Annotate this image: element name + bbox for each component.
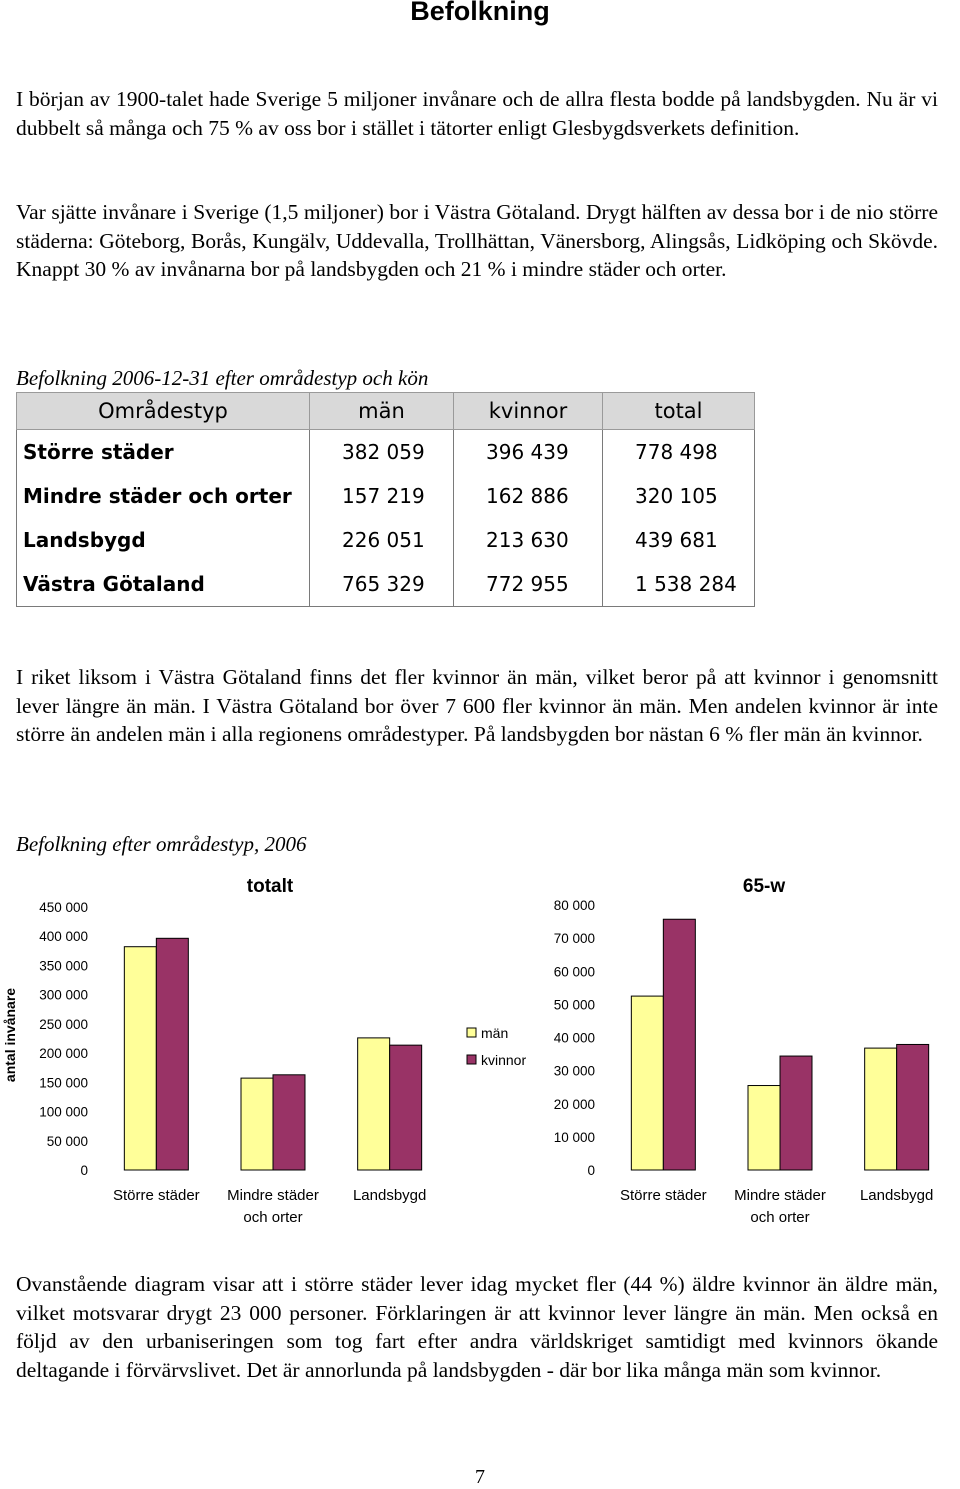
cell-total: 1 538 284 [603, 562, 755, 607]
y-tick-label: 80 000 [553, 898, 595, 913]
cell-kvinnor: 213 630 [454, 518, 603, 562]
bar-män-mindre-städer-och-orter [748, 1086, 780, 1170]
chart-title: 65-w [742, 876, 786, 897]
intro-paragraph: I början av 1900-talet hade Sverige 5 miljoner invånare och de allra flesta bodde på landsbygden. Nu är vi dubbelt så många och 75 % av oss bor i stället i tätorter enligt Glesbygdsverkets definition. [16, 87, 938, 140]
y-tick-label: 50 000 [553, 997, 595, 1013]
chart-title: totalt [246, 876, 294, 897]
y-tick-label: 450 000 [39, 900, 88, 915]
y-tick-label: 100 000 [39, 1104, 88, 1120]
y-tick-label: 350 000 [39, 958, 88, 974]
table-caption: Befolkning 2006-12-31 efter områdestyp och kön [16, 366, 429, 390]
cell-total: 320 105 [603, 474, 755, 518]
chart-totalt [2, 876, 426, 1226]
cell-total: 439 681 [603, 518, 755, 562]
population-table [16, 392, 755, 607]
row-label: Större städer [17, 430, 310, 475]
row-label: Landsbygd [17, 518, 310, 562]
legend-label-man: män [481, 1025, 509, 1041]
y-tick-label: 400 000 [39, 929, 88, 945]
cell-man: 765 329 [310, 562, 454, 607]
bar-män-mindre-städer-och-orter [241, 1078, 273, 1170]
chart-caption: Befolkning efter områdestyp, 2006 [16, 832, 307, 856]
table-row [17, 474, 755, 518]
y-tick-label: 0 [80, 1163, 88, 1178]
legend-swatch-man [467, 1028, 476, 1037]
x-tick-label: Mindre städer [227, 1187, 319, 1204]
y-tick-label: 200 000 [39, 1046, 88, 1062]
y-tick-label: 20 000 [553, 1096, 595, 1112]
header-total: total [603, 393, 755, 430]
x-tick-label: Större städer [619, 1187, 707, 1204]
row-label: Västra Götaland [17, 562, 310, 607]
bar-kvinnor-större-städer [156, 938, 188, 1170]
bar-kvinnor-landsbygd [897, 1044, 929, 1170]
y-tick-label: 70 000 [553, 931, 595, 947]
legend-swatch-kvinnor [467, 1055, 476, 1064]
bar-kvinnor-mindre-städer-och-orter [273, 1075, 305, 1170]
table-header-row [17, 393, 755, 430]
y-axis-label: antal invånare [2, 987, 18, 1083]
cell-total: 778 498 [603, 430, 755, 475]
table-row [17, 562, 755, 607]
cell-man: 157 219 [310, 474, 454, 518]
x-tick-label: Mindre städer [734, 1187, 826, 1204]
page-number: 7 [475, 1466, 485, 1488]
y-tick-label: 50 000 [46, 1133, 88, 1149]
y-tick-label: 60 000 [553, 964, 595, 980]
y-tick-label: 40 000 [553, 1030, 595, 1046]
y-tick-label: 300 000 [39, 987, 88, 1003]
x-tick-label: och orter [243, 1209, 303, 1226]
bar-män-större-städer [631, 996, 663, 1170]
header-kvinnor: kvinnor [454, 393, 603, 430]
bar-män-landsbygd [865, 1048, 897, 1170]
elderly-paragraph: Ovanstående diagram visar att i större städer lever idag mycket fler (44 %) äldre kvinnor än äldre män, vilket motsvarar drygt 23 000 personer. Förklaringen är att kvinnor lever längre än män. Men också en följd av den urbaniseringen som tog fart efter andra världskriget samtidigt med kvinnors ökande deltagande i förvärvslivet. Det är annorlunda på landsbygden - där bor lika många män som kvinnor. [16, 1272, 938, 1382]
y-tick-label: 150 000 [39, 1075, 88, 1091]
cell-kvinnor: 772 955 [454, 562, 603, 607]
y-tick-label: 10 000 [553, 1129, 595, 1145]
cell-man: 226 051 [310, 518, 454, 562]
bar-män-större-städer [124, 947, 156, 1170]
header-omradestyp: Områdestyp [17, 393, 310, 430]
x-tick-label: och orter [750, 1209, 810, 1226]
chart-legend [467, 1025, 526, 1068]
x-tick-label: Större städer [112, 1187, 200, 1204]
page-title: Befolkning [410, 0, 550, 26]
legend-label-kvinnor: kvinnor [481, 1052, 527, 1068]
row-label: Mindre städer och orter [17, 474, 310, 518]
y-tick-label: 30 000 [553, 1063, 595, 1079]
y-tick-label: 250 000 [39, 1016, 88, 1032]
cell-man: 382 059 [310, 430, 454, 475]
x-tick-label: Landsbygd [859, 1187, 934, 1204]
table-row [17, 518, 755, 562]
bar-kvinnor-mindre-städer-och-orter [780, 1056, 812, 1170]
gender-paragraph: I riket liksom i Västra Götaland finns det fler kvinnor än män, vilket beror på att kvinnor i genomsnitt lever längre än män. I Västra Götaland bor över 7 600 fler kvinnor än män. Men andelen kvinnor är inte större än andelen män i alla regionens områdestyper. På landsbygden bor nästan 6 % fler män än kvinnor. [16, 665, 938, 746]
region-paragraph: Var sjätte invånare i Sverige (1,5 miljoner) bor i Västra Götaland. Drygt hälften av dessa bor i de nio större städerna: Göteborg, Borås, Kungälv, Uddevalla, Trollhättan, Vänersborg, Alingsås, Lidköping och Skövde. Knappt 30 % av invånarna bor på landsbygden och 21 % i mindre städer och orter. [16, 200, 938, 281]
bar-kvinnor-landsbygd [390, 1045, 422, 1170]
bar-kvinnor-större-städer [663, 919, 695, 1170]
table-row [17, 430, 755, 475]
cell-kvinnor: 162 886 [454, 474, 603, 518]
x-tick-label: Landsbygd [352, 1187, 427, 1204]
chart-65w [554, 876, 934, 1226]
header-man: män [310, 393, 454, 430]
bar-män-landsbygd [358, 1038, 390, 1170]
y-tick-label: 0 [587, 1163, 595, 1178]
population-charts [0, 860, 960, 1240]
cell-kvinnor: 396 439 [454, 430, 603, 475]
